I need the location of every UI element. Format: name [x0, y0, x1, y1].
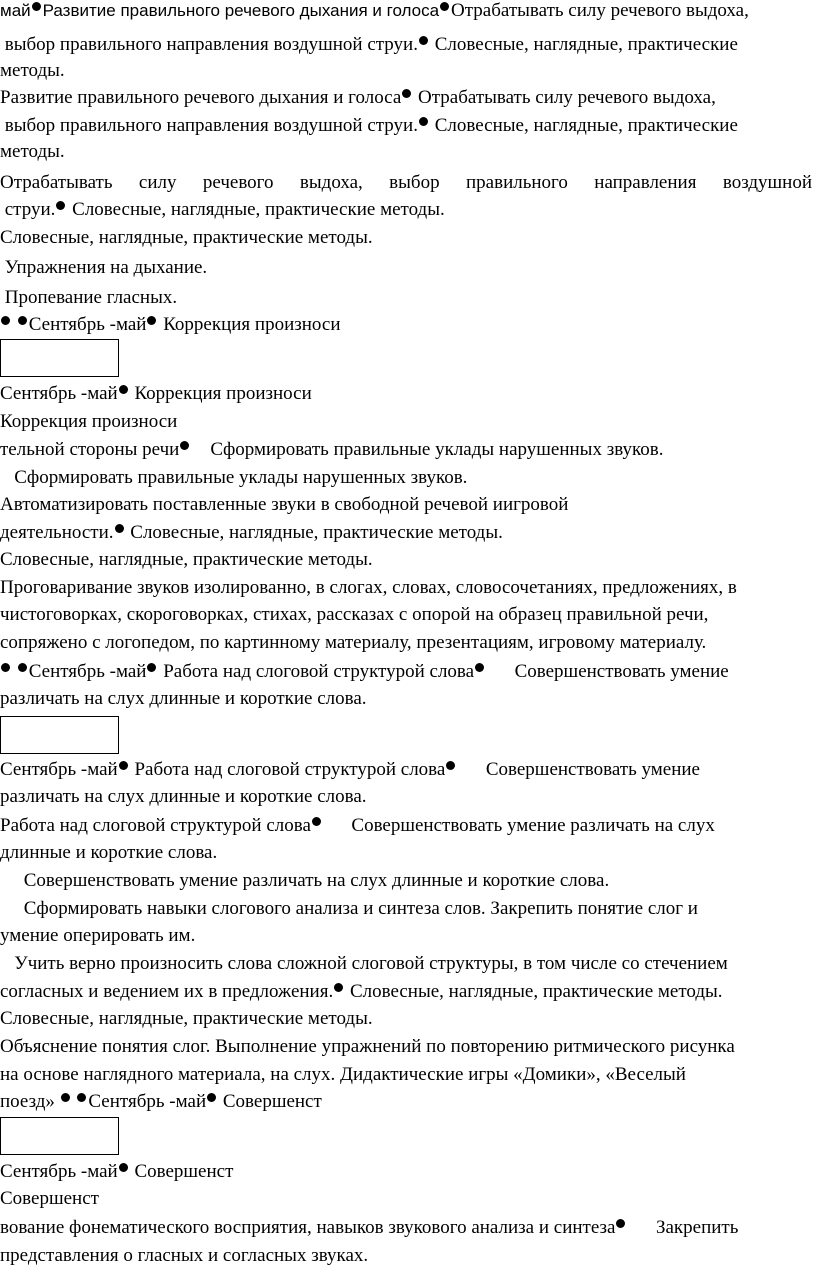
- bullet-icon: [475, 663, 484, 672]
- text-line: Отрабатывать силу речевого выдоха, выбор правильного направления воздушной: [0, 172, 812, 193]
- bullet-icon: [1, 663, 10, 672]
- text-line: Сформировать навыки слогового анализа и синтеза слов. Закрепить понятие слог и: [0, 898, 698, 919]
- bullet-icon: [18, 316, 27, 325]
- bullet-icon: [18, 663, 27, 672]
- text-line: согласных и ведением их в предложения. Словесные, наглядные, практические методы.: [0, 981, 723, 1002]
- text-line: выбор правильного направления воздушной струи. Словесные, наглядные, практические: [0, 115, 738, 136]
- text-line: Учить верно произносить слова сложной слоговой структуры, в том числе со стечением: [0, 953, 728, 974]
- bullet-icon: [119, 761, 128, 770]
- text-line: май Развитие правильного речевого дыхания и голоса Отрабатывать силу речевого выдоха,: [0, 0, 749, 21]
- text-line: Проговаривание звуков изолированно, в слогах, словах, словосочетаниях, предложениях, в: [0, 577, 737, 598]
- text-line: Объяснение понятия слог. Выполнение упражнений по повторению ритмического рисунка: [0, 1036, 735, 1057]
- empty-frame: [0, 339, 119, 377]
- text-line: на основе наглядного материала, на слух. Дидактические игры «Домики», «Веселый: [0, 1064, 686, 1085]
- bullet-icon: [616, 1219, 625, 1228]
- text-line: Сентябрь -май Работа над слоговой структурой слова Совершенствовать умение: [0, 659, 729, 685]
- text-line: Словесные, наглядные, практические методы.: [0, 549, 373, 570]
- text-line: длинные и короткие слова.: [0, 842, 218, 863]
- bullet-icon: [32, 2, 41, 11]
- text-line: Сформировать правильные уклады нарушенных звуков.: [0, 467, 468, 488]
- bullet-icon: [334, 983, 343, 992]
- bullet-icon: [147, 663, 156, 672]
- text-line: выбор правильного направления воздушной струи. Словесные, наглядные, практические: [0, 34, 738, 55]
- text-line: Развитие правильного речевого дыхания и голоса Отрабатывать силу речевого выдоха,: [0, 87, 716, 108]
- text-line: деятельности. Словесные, наглядные, практические методы.: [0, 522, 503, 543]
- bullet-icon: [419, 36, 428, 45]
- bullet-icon: [440, 2, 449, 11]
- bullet-icon: [207, 1093, 216, 1102]
- bullet-icon: [180, 441, 189, 450]
- text-line: Словесные, наглядные, практические методы.: [0, 227, 373, 248]
- text-line: Сентябрь -май Коррекция произноси: [0, 312, 341, 338]
- text-line: Пропевание гласных.: [0, 287, 178, 308]
- bullet-icon: [77, 1093, 86, 1102]
- text-line: Совершенст: [0, 1188, 99, 1209]
- empty-frame: [0, 1117, 119, 1155]
- bullet-icon: [1, 316, 10, 325]
- text-line: струи. Словесные, наглядные, практические методы.: [0, 199, 445, 220]
- text-line: вование фонематического восприятия, навыков звукового анализа и синтеза Закрепить: [0, 1217, 739, 1238]
- text-line: тельной стороны речи Сформировать правильные уклады нарушенных звуков.: [0, 439, 664, 460]
- text-line: Сентябрь -май Работа над слоговой структурой слова Совершенствовать умение: [0, 759, 700, 780]
- text-line: различать на слух длинные и короткие слова.: [0, 786, 367, 807]
- text-line: методы.: [0, 141, 65, 162]
- bullet-icon: [61, 1093, 70, 1102]
- text-line: умение оперировать им.: [0, 925, 196, 946]
- text-line: Упражнения на дыхание.: [0, 257, 208, 278]
- bullet-icon: [119, 385, 128, 394]
- text-line: представления о гласных и согласных звуках.: [0, 1245, 369, 1266]
- bullet-icon: [446, 761, 455, 770]
- text-line: Коррекция произноси: [0, 411, 178, 432]
- bullet-icon: [147, 316, 156, 325]
- text-line: Автоматизировать поставленные звуки в свободной речевой иигровой: [0, 494, 569, 515]
- empty-frame: [0, 716, 119, 754]
- text-line: Работа над слоговой структурой слова Совершенствовать умение различать на слух: [0, 815, 715, 836]
- text-line: чистоговорках, скороговорках, стихах, рассказах с опорой на образец правильной речи,: [0, 604, 709, 625]
- text-line: Совершенствовать умение различать на слух длинные и короткие слова.: [0, 870, 610, 891]
- text-line: Сентябрь -май Совершенст: [0, 1161, 234, 1182]
- text-line: поезд» Сентябрь -май Совершенст: [0, 1091, 322, 1112]
- bullet-icon: [402, 89, 411, 98]
- bullet-icon: [119, 1163, 128, 1172]
- bullet-icon: [115, 524, 124, 533]
- bullet-icon: [312, 817, 321, 826]
- text-line: различать на слух длинные и короткие слова.: [0, 688, 367, 709]
- text-line: Сентябрь -май Коррекция произноси: [0, 383, 312, 404]
- text-line: сопряжено с логопедом, по картинному материалу, презентациям, игровому материалу.: [0, 632, 707, 653]
- text-line: методы.: [0, 60, 65, 81]
- bullet-icon: [419, 117, 428, 126]
- bullet-icon: [56, 201, 65, 210]
- text-line: Словесные, наглядные, практические методы.: [0, 1008, 373, 1029]
